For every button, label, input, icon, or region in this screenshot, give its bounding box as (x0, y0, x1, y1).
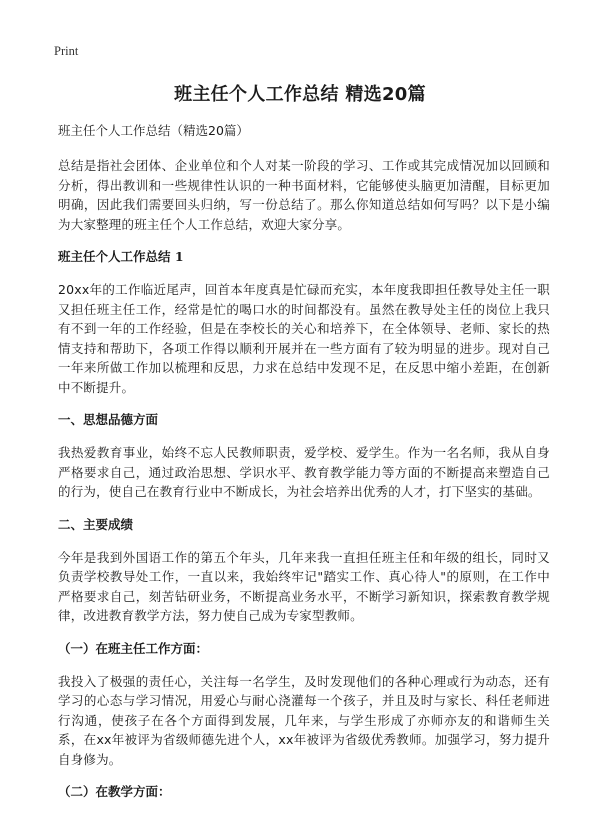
achievements-paragraph: 今年是我到外国语工作的第五个年头，几年来我一直担任班主任和年级的组长，同时又负责学校教导处工作，一直以来，我始终牢记"踏实工作、真心待人"的原则，在工作中严格要求自己，刻苦钻研业务，不断提高业务水平，不断学习新知识，探索教育教学规律，改进教育教学方法，努力使自己成为专家型教师。 (58, 549, 550, 623)
section-heading-ideology: 一、思想品德方面 (58, 412, 159, 427)
summary-1-paragraph: 20xx年的工作临近尾声，回首本年度真是忙碌而充实，本年度我即担任教导处主任一职又担任班主任工作，经常是忙的喝口水的时间都没有。虽然在教导处主任的岗位上我只有不到一年的工作经验，但是在李校长的关心和培养下，在全体领导、老师、家长的热情支持和帮助下，各项工作得以顺利开展并在一些方面有了较为明显的进步。现对自己一年来所做工作加以梳理和反思，力求在总结中发现不足，在反思中缩小差距，在创新中不断提升。 (58, 282, 550, 395)
page-title: 班主任个人工作总结 精选20篇 (174, 84, 426, 105)
section-heading-summary-1: 班主任个人工作总结 1 (58, 249, 184, 264)
subsection-heading-teaching: （二）在教学方面： (58, 784, 171, 799)
article-body (58, 122, 550, 815)
article-subtitle: 班主任个人工作总结（精选20篇） (58, 123, 249, 138)
section-heading-achievements: 二、主要成绩 (58, 516, 134, 532)
ideology-paragraph: 我热爱教育事业，始终不忘人民教师职责，爱学校、爱学生。作为一名名师，我从自身严格要求自己，通过政治思想、学识水平、教育教学能力等方面的不断提高来塑造自己的行为，使自己在教育行业中不断成长，为社会培养出优秀的人才，打下坚实的基础。 (58, 445, 550, 499)
intro-paragraph: 总结是指社会团体、企业单位和个人对某一阶段的学习、工作或其完成情况加以回顾和分析，得出教训和一些规律性认识的一种书面材料，它能够使头脑更加清醒，目标更加明确，因此我们需要回头归纳，写一份总结了。那么你知道总结如何写吗？以下是小编为大家整理的班主任个人工作总结，欢迎大家分享。 (58, 158, 550, 232)
subsection-heading-class-teacher: （一）在班主任工作方面： (58, 640, 209, 656)
print-link[interactable]: Print (54, 44, 79, 58)
class-teacher-paragraph: 我投入了极强的责任心，关注每一名学生，及时发现他们的各种心理或行为动态，还有学习的心态与学习情况，用爱心与耐心浇灌每一个孩子，并且及时与家长、科任老师进行沟通，使孩子在各个方面得到发展，几年来，与学生形成了亦师亦友的和谐师生关系，在xx年被评为省级师德先进个人，xx年被评为省级优秀教师。加强学习，努力提升自身修为。 (58, 673, 550, 767)
